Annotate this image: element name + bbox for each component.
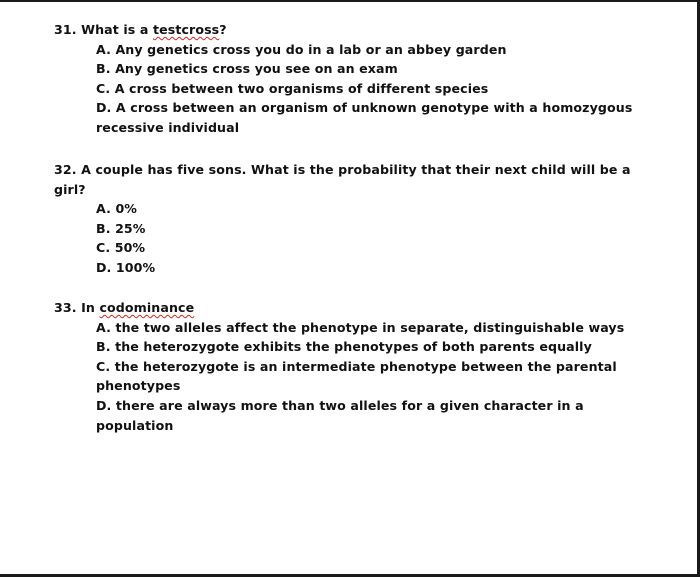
question-31-option-b: B. Any genetics cross you see on an exam — [96, 61, 398, 77]
question-33-stem — [54, 298, 634, 318]
question-32-option-a: A. 0% — [96, 201, 138, 217]
question-31-option-d: D. A cross between an organism of unknown genotype with a homozygous recessive individual — [96, 100, 633, 135]
question-33-option-c: C. the heterozygote is an intermediate phenotype between the parental phenotypes — [96, 358, 617, 394]
question-31-suffix: ? — [219, 22, 227, 37]
question-33-option-b: B. the heterozygote exhibits the phenotypes of both parents equally — [96, 339, 592, 355]
question-32 — [54, 160, 634, 278]
question-31-stem — [54, 20, 634, 40]
question-33-option-a: A. the two alleles affect the phenotype in separate, distinguishable ways — [96, 319, 625, 335]
question-31-options — [96, 40, 634, 138]
question-32-option-b: B. 25% — [96, 220, 146, 236]
top-border — [0, 0, 700, 2]
question-32-option-d: D. 100% — [96, 259, 156, 275]
question-33-options — [96, 318, 634, 436]
question-32-stem — [54, 160, 634, 199]
question-32-option-c: C. 50% — [96, 240, 146, 256]
question-33 — [54, 298, 634, 435]
question-31-prefix: What is a — [81, 22, 149, 37]
question-31-option-a: A. Any genetics cross you do in a lab or an abbey garden — [96, 41, 507, 57]
question-32-options — [96, 199, 634, 277]
question-32-text: A couple has five sons. What is the probability that their next child will be a girl? — [54, 162, 631, 197]
question-31 — [54, 20, 634, 138]
question-31-option-c: C. A cross between two organisms of different species — [96, 80, 489, 96]
question-33-keyword: codominance — [99, 300, 195, 315]
question-31-keyword: testcross — [152, 22, 220, 37]
question-33-prefix: In — [81, 300, 95, 315]
question-33-number: 33. — [54, 300, 77, 315]
question-33-option-d: D. there are always more than two alleles for a given character in a population — [96, 397, 584, 433]
question-32-number: 32. — [54, 162, 77, 177]
question-31-number: 31. — [54, 22, 77, 37]
